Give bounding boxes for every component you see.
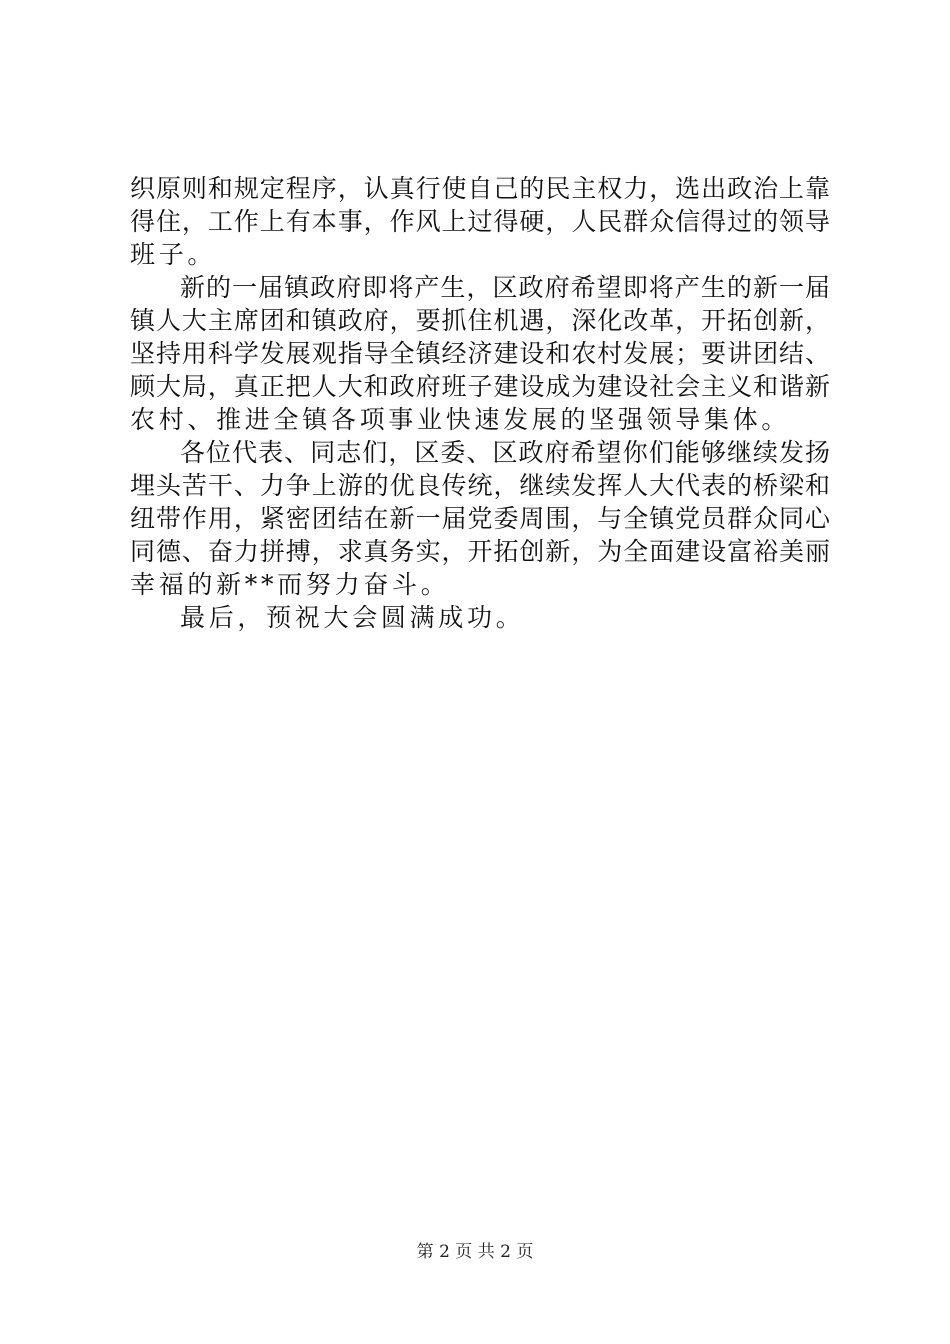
paragraph-1-line-1: 织原则和规定程序，认真行使自己的民主权力，选出政治上靠 xyxy=(130,174,830,203)
paragraph-2-line-1: 新的一届镇政府即将产生，区政府希望即将产生的新一届 xyxy=(180,273,830,302)
paragraph-2-line-5: 农村、推进全镇各项事业快速发展的坚强领导集体。 xyxy=(130,405,791,434)
paragraph-4-line-1: 最后，预祝大会圆满成功。 xyxy=(180,603,525,632)
paragraph-3-line-2: 埋头苦干、力争上游的优良传统，继续发挥人大代表的桥梁和 xyxy=(130,471,830,500)
paragraph-3-line-1: 各位代表、同志们，区委、区政府希望你们能够继续发扬 xyxy=(180,438,830,467)
document-body xyxy=(130,172,830,634)
paragraph-1-line-2: 得住，工作上有本事，作风上过得硬，人民群众信得过的领导 xyxy=(130,207,830,236)
paragraph-2-line-4: 顾大局，真正把人大和政府班子建设成为建设社会主义和谐新 xyxy=(130,372,830,401)
paragraph-2-line-2: 镇人大主席团和镇政府，要抓住机遇，深化改革，开拓创新， xyxy=(130,306,830,335)
paragraph-2-line-3: 坚持用科学发展观指导全镇经济建设和农村发展；要讲团结、 xyxy=(130,339,830,368)
page-number-footer: 第 2 页 共 2 页 xyxy=(416,1242,534,1262)
paragraph-3-line-3: 纽带作用，紧密团结在新一届党委周围，与全镇党员群众同心 xyxy=(130,504,830,533)
paragraph-3-line-5: 幸福的新**而努力奋斗。 xyxy=(130,570,450,599)
paragraph-3-line-4: 同德、奋力拼搏，求真务实，开拓创新，为全面建设富裕美丽 xyxy=(130,537,830,566)
paragraph-1-line-3: 班子。 xyxy=(130,240,217,269)
